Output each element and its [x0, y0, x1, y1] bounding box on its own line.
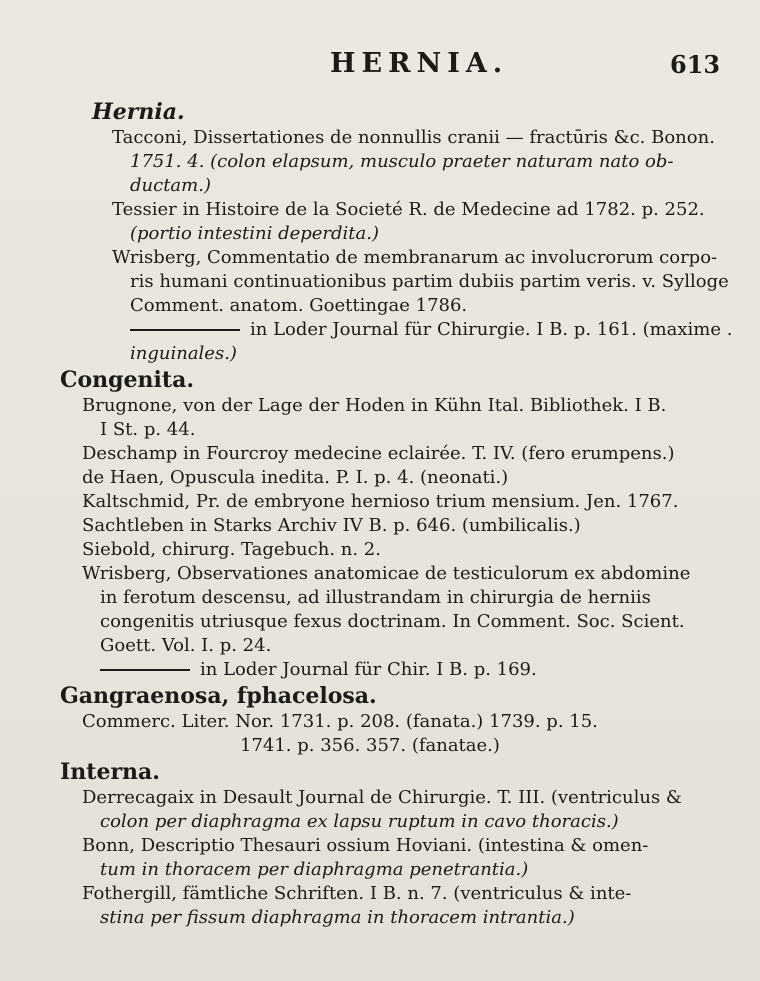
section-heading: [92, 100, 185, 124]
text-line: [100, 858, 528, 882]
text-line: [100, 418, 195, 442]
text-line: [130, 270, 729, 294]
text-line: [100, 610, 685, 634]
line-text: Deschamp in Fourcroy medecine eclairée. T. IV. (fero erumpens.): [82, 443, 675, 464]
ditto-dash: [100, 669, 190, 671]
line-text: Tacconi, Dissertationes de nonnullis cranii — fractūris &c. Bonon.: [112, 127, 715, 148]
text-line: [130, 150, 673, 174]
text-line: [130, 318, 732, 342]
line-text: Sachtleben in Starks Archiv IV B. p. 646. (umbilicalis.): [82, 515, 581, 536]
text-line: [130, 342, 237, 366]
text-line: [100, 586, 651, 610]
line-text: Siebold, chirurg. Tagebuch. n. 2.: [82, 539, 381, 560]
line-text: (portio intestini deperdita.): [130, 223, 380, 244]
line-text: Congenita.: [60, 367, 194, 393]
line-text: ductam.): [130, 175, 211, 196]
line-text: colon per diaphragma ex lapsu ruptum in cavo thoracis.): [100, 811, 619, 832]
line-text: Interna.: [60, 759, 160, 785]
line-text: Wrisberg, Commentatio de membranarum ac involucrorum corpo-: [112, 247, 718, 268]
line-text: Fothergill, fämtliche Schriften. I B. n. 7. (ventriculus & inte-: [82, 883, 632, 904]
text-line: [82, 490, 678, 514]
line-text: Goett. Vol. I. p. 24.: [100, 635, 272, 656]
text-line: [82, 786, 682, 810]
line-text: Bonn, Descriptio Thesauri ossium Hoviani. (intestina & omen-: [82, 835, 649, 856]
text-line: [112, 246, 717, 270]
page-number: 613: [670, 50, 721, 79]
text-line: [82, 834, 648, 858]
running-title: HERNIA.: [330, 48, 509, 79]
ditto-dash: [130, 329, 240, 331]
line-text: Wrisberg, Observationes anatomicae de testiculorum ex abdomine: [82, 563, 691, 584]
line-text: Comment. anatom. Goettingae 1786.: [130, 295, 468, 316]
text-line: [82, 514, 581, 538]
line-text: Tessier in Histoire de la Societé R. de Medecine ad 1782. p. 252.: [112, 199, 705, 220]
text-line: [82, 710, 598, 734]
text-line: [240, 734, 500, 758]
line-text: inguinales.): [130, 343, 237, 364]
text-line: [82, 442, 674, 466]
line-text: Hernia.: [92, 99, 185, 125]
section-heading: [60, 368, 194, 392]
line-text: ris humani continuationibus partim dubiis partim veris. v. Sylloge: [130, 271, 729, 292]
text-line: [130, 174, 211, 198]
text-line: [82, 562, 690, 586]
line-text: in Loder Journal für Chir. I B. p. 169.: [200, 659, 537, 680]
line-text: in ferotum descensu, ad illustrandam in chirurgia de herniis: [100, 587, 651, 608]
text-line: [130, 294, 467, 318]
text-line: [112, 198, 705, 222]
text-line: [82, 882, 631, 906]
section-heading: [60, 760, 160, 784]
line-text: Derrecagaix in Desault Journal de Chirurgie. T. III. (ventriculus &: [82, 787, 682, 808]
text-line: [82, 538, 381, 562]
line-text: Kaltschmid, Pr. de embryone hernioso trium mensium. Jen. 1767.: [82, 491, 679, 512]
line-text: Commerc. Liter. Nor. 1731. p. 208. (fanata.) 1739. p. 15.: [82, 711, 598, 732]
text-line: [100, 810, 619, 834]
text-line: [130, 222, 379, 246]
text-line: [100, 634, 271, 658]
line-text: 1751. 4. (colon elapsum, musculo praeter naturam nato ob-: [130, 151, 674, 172]
text-line: [82, 466, 508, 490]
line-text: 1741. p. 356. 357. (fanatae.): [240, 735, 500, 756]
section-heading: [60, 684, 377, 708]
page-header: [0, 42, 760, 82]
text-line: [112, 126, 715, 150]
line-text: tum in thoracem per diaphragma penetrantia.): [100, 859, 529, 880]
line-text: Brugnone, von der Lage der Hoden in Kühn Ital. Bibliothek. I B.: [82, 395, 667, 416]
line-text: congenitis utriusque fexus doctrinam. In Comment. Soc. Scient.: [100, 611, 685, 632]
text-line: [82, 394, 666, 418]
text-line: [100, 906, 575, 930]
line-text: de Haen, Opuscula inedita. P. I. p. 4. (neonati.): [82, 467, 509, 488]
text-line: [100, 658, 537, 682]
line-text: Gangraenosa, fphacelosa.: [60, 683, 377, 709]
line-text: stina per fissum diaphragma in thoracem intrantia.): [100, 907, 575, 928]
line-text: in Loder Journal für Chirurgie. I B. p. 161. (maxime .: [250, 319, 733, 340]
line-text: I St. p. 44.: [100, 419, 196, 440]
